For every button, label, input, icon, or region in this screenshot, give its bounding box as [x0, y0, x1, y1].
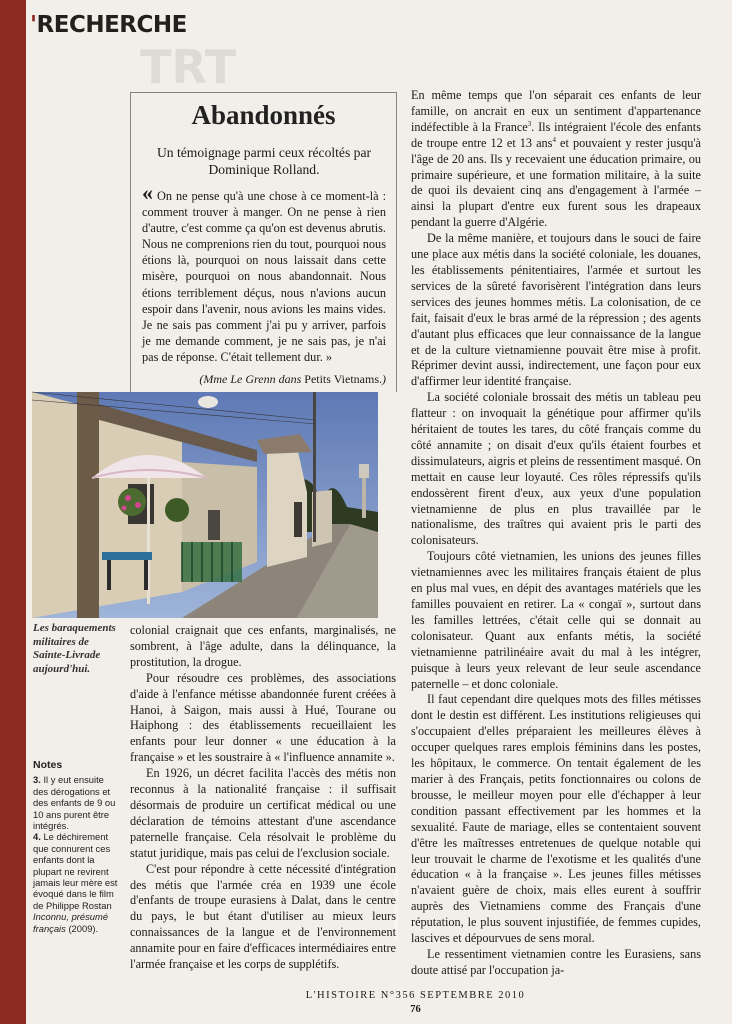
body-paragraph: Il faut cependant dire quelques mots des filles métisses dont le destin est différent. Les institutions religieuses qui s'occupaient d'elles préparaient les meilleures élèves à occuper quelques rares emplois féminins dans les postes, les hôpitaux, le commerce. On tentait également de les marier à des Français, petits fonctionnaires ou colons de brousse, le meilleur moyen pour elle d'échapper à leur condition passant effectivement par les hommes et la sexualité. Faute de mariage, elles se contentaient souvent d'être les maîtresses entretenues de quelque notable qui leur trouvait le charme de l'exotisme et les qualités d'une éducation « à la française ». Les jeunes filles métisses n'avaient guère de choix, mais elles eurent à souffrir auprès des Vietnamiens comme des Français d'une réputation, le plus souvent injustifiée, de femmes cupides, lascives et dépourvues de sens moral. — [411, 692, 701, 946]
article-subtitle: Un témoignage parmi ceux récoltés par Dominique Rolland. — [156, 145, 371, 177]
street-photo-illustration — [32, 392, 378, 618]
note-4 — [33, 831, 119, 934]
body-paragraph: C'est pour répondre à cette nécessité d'intégration des métis que l'armée créa en 1939 une école d'enfants de troupe eurasiens à Dalat, dans le centre du pays, le but étant d'utiliser au mieux leurs connaissances de la langue et de l'environnement annamite pour en faire d'efficaces intermédiaires entre l'armée française et les corps de supplétifs. — [130, 861, 396, 972]
testimony-quote — [142, 180, 386, 365]
photo-caption: Les baraquements militaires de Sainte-Livrade aujourd'hui. — [33, 622, 116, 675]
note-4-number: 4. — [33, 831, 41, 843]
body-paragraph: Le ressentiment vietnamien contre les Eurasiens, sans doute attisé par l'occupation ja- — [411, 946, 701, 977]
notes-block — [33, 760, 119, 934]
body-paragraph: En 1926, un décret facilita l'accès des métis non reconnus à la nationalité française : il suffisait désormais de produire un certificat médical ou une déclaration de témoins attestant d'une ascendance paternelle française. Cela résolvait le problème du statut juridique, mais pas celui de l'exclusion sociale. — [130, 766, 396, 860]
testimony-source — [142, 372, 386, 387]
article-title: Abandonnés — [191, 100, 336, 130]
note-3-text: Il y eut ensuite des dérogations et des enfants de 9 ou 10 ans purent être intégrés. — [33, 774, 116, 832]
rubric-label: RECHERCHE — [36, 12, 187, 38]
paragraph-segment: En même temps que l'on séparait ces enfants de leur famille, on ancrait en eux un sentiment d'appartenance indéfectible à la France — [411, 88, 701, 134]
source-prefix: (Mme Le Grenn dans — [199, 372, 305, 386]
rubric-apostrophe: ' — [30, 12, 37, 38]
body-paragraph: Toujours côté vietnamien, les unions des jeunes filles vietnamiennes avec les militaires français étaient de plus en plus mal vues, en dépit des avantages matériels que les familles pouvaient en retirer. La « congaï », surtout dans les familles lettrées, c'était celle qui se donnait au colonisateur. Quant aux enfants métis, la société vietnamienne patrilinéaire avait du mal à les intégrer, puisque à leurs yeux relevant de leur seule ascendance paternelle – et donc coloniale. — [411, 549, 701, 691]
source-suffix: ) — [382, 372, 386, 386]
body-paragraph: colonial craignait que ces enfants, marginalisés, ne sombrent, à l'âge adulte, dans la délinquance, la prostitution, la drogue. — [130, 623, 396, 669]
notes-title: Notes — [33, 759, 63, 771]
body-paragraph: La société coloniale brossait des métis un tableau peu flatteur : on invoquait la génétique pour affirmer qu'ils héritaient de toutes les tares, du côté français comme du côté annamite ; on disait d'eux qu'ils étaient fourbes et dissimulateurs, aigris et pleins de ressentiment masqué. On mettait en cause leur loyauté. Ces rôles répressifs qu'ils endossèrent firent d'eux, aux yeux d'une population vietnamienne de plus en plus travaillée par le nationalisme, des traîtres qui avaient pris le parti des colonisateurs. — [411, 390, 701, 548]
testimony-text: On ne pense qu'à une chose à ce moment-là : comment trouver à manger. On ne pense à rien d'autre, c'est comme ça qu'on est devenus abrutis. Nous ne comprenions rien du tout, pourquoi nous étions là, pourquoi on nous laissait dans cette misère, pourquoi on nous abandonnait. Nous étions terriblement déçus, nous n'avions aucun espoir dans l'avenir, nous avions les mains vides. Je ne sais pas comment j'ai pu y arriver, parfois je me demande comment, je ne sais pas, je n'ai pas de réponse. C'était tellement dur. » — [142, 189, 386, 364]
page-number: 76 — [410, 1004, 421, 1015]
publication-footer: L'HISTOIRE N°356 SEPTEMBRE 2010 — [305, 990, 526, 1001]
section-color-bar — [0, 0, 26, 1024]
photo-credit: DOMINIQUE ROLLAND — [394, 870, 400, 940]
middle-column — [130, 623, 396, 973]
body-paragraph: De la même manière, et toujours dans le souci de faire une place aux métis dans la société coloniale, les douanes, les établissements pénitentiaires, l'armée et surtout les services de la sûreté favorisèrent l'intégration dans leurs services des jeunes hommes métis. La colonisation, de ce fait, faisait d'eux le bras armé de la répression ; des agents d'autant plus efficaces que leur connaissance de la langue et de la culture vietnamienne pouvait être mise à profit. Réprimer devint aussi, indirectement, une façon pour eux d'affirmer leur identité française. — [411, 231, 701, 389]
paragraph-segment: et pouvaient y rester jusqu'à l'âge de 20 ans. Ils y recevaient une éducation primaire, ou primaire supérieure, et une formation militaire, à la suite de quoi ils devaient cinq ans d'engagement à l'armée – ainsi la plupart d'entre eux furent sous les drapeaux pendant la guerre d'Algérie. — [411, 135, 701, 230]
note-4-text: Le déchirement que connurent ces enfants dont la plupart ne revirent jamais leur mère est évoqué dans le film de Philippe Rostan — [33, 831, 118, 911]
opening-quote-mark: « — [142, 180, 153, 205]
body-paragraph — [411, 88, 701, 231]
note-4-year: (2009). — [68, 922, 99, 934]
body-paragraph: Pour résoudre ces problèmes, des associations d'aide à l'enfance métisse abandonnée furent créées à Hanoi, à Saigon, mais aussi à Hué, Tourane ou Haiphong : des établissements recueillaient les enfants pour leur donner « une éducation à la française » et les soustraire à « l'influence annamite ». — [130, 670, 396, 765]
note-4-film-title: Inconnu, présumé français — [33, 911, 109, 934]
section-rubric — [30, 12, 187, 38]
footnote-ref-4: 4 — [552, 135, 556, 144]
footnote-ref-3: 3 — [527, 119, 532, 128]
background-ghost-text: TRT — [140, 40, 237, 94]
paragraph-segment: . Ils intégraient l'école des enfants de troupe entre 12 et 13 ans — [411, 119, 701, 150]
note-3 — [33, 774, 119, 831]
right-column — [411, 88, 701, 979]
note-3-number: 3. — [33, 774, 41, 786]
source-title: Petits Vietnams. — [304, 372, 382, 386]
